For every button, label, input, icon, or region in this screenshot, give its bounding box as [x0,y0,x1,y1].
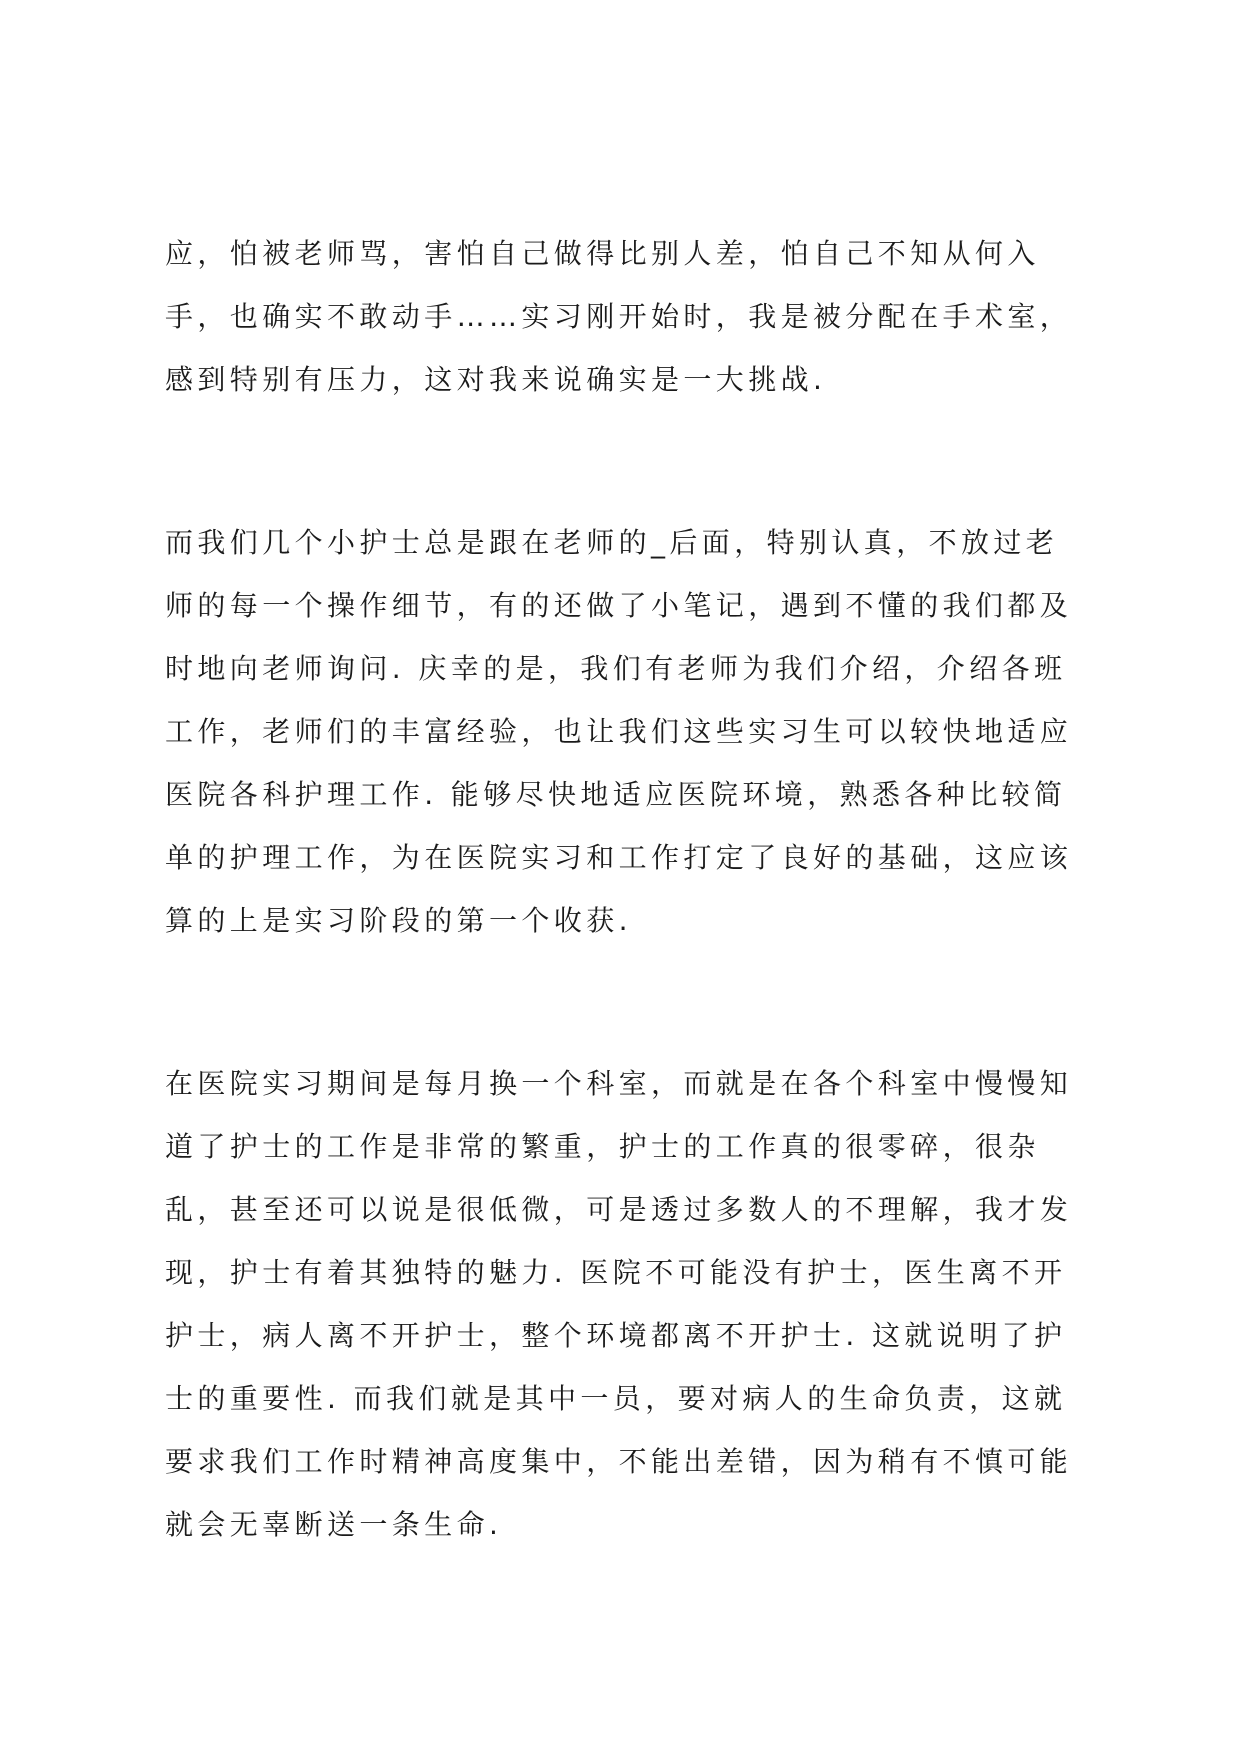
text-line: 现，护士有着其独特的魅力. 医院不可能没有护士，医生离不开 [165,1256,1067,1289]
text-line: 感到特别有压力，这对我来说确实是一大挑战. [165,363,827,396]
text-line: 要求我们工作时精神高度集中，不能出差错，因为稍有不慎可能 [165,1445,1073,1478]
paragraph-2 [165,511,1095,952]
text-line: 而我们几个小护士总是跟在老师的_后面，特别认真，不放过老 [165,526,1059,559]
text-line: 士的重要性. 而我们就是其中一员，要对病人的生命负责，这就 [165,1382,1067,1415]
text-line: 算的上是实习阶段的第一个收获. [165,904,632,937]
text-line: 护士，病人离不开护士，整个环境都离不开护士. 这就说明了护 [165,1319,1067,1352]
text-line: 医院各科护理工作. 能够尽快地适应医院环境，熟悉各种比较简 [165,778,1067,811]
text-line: 工作，老师们的丰富经验，也让我们这些实习生可以较快地适应 [165,715,1073,748]
paragraph-gap [165,411,1095,511]
document-body [165,222,1095,1556]
text-line: 道了护士的工作是非常的繁重，护士的工作真的很零碎，很杂 [165,1130,1040,1163]
paragraph-gap [165,952,1095,1052]
text-line: 乱，甚至还可以说是很低微，可是透过多数人的不理解，我才发 [165,1193,1073,1226]
text-line: 时地向老师询问. 庆幸的是，我们有老师为我们介绍，介绍各班 [165,652,1067,685]
text-line: 就会无辜断送一条生命. [165,1508,503,1541]
text-line: 手，也确实不敢动手……实习刚开始时，我是被分配在手术室， [165,300,1073,333]
text-line: 在医院实习期间是每月换一个科室，而就是在各个科室中慢慢知 [165,1067,1073,1100]
text-line: 单的护理工作，为在医院实习和工作打定了良好的基础，这应该 [165,841,1073,874]
paragraph-3 [165,1052,1095,1556]
text-line: 师的每一个操作细节，有的还做了小笔记，遇到不懂的我们都及 [165,589,1073,622]
paragraph-1 [165,222,1095,411]
text-line: 应，怕被老师骂，害怕自己做得比别人差，怕自己不知从何入 [165,237,1040,270]
